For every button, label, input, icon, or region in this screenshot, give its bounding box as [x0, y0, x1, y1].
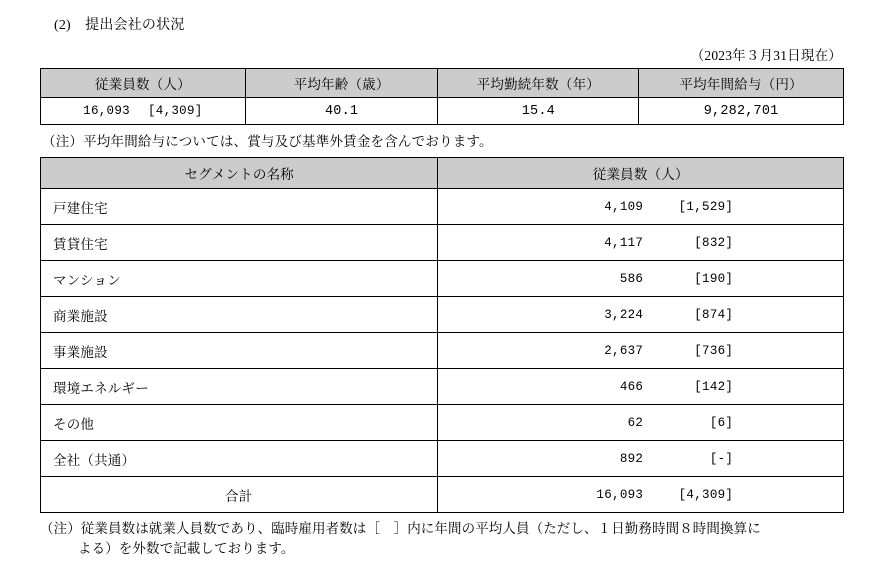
segment-employees — [438, 333, 844, 369]
total-bracket: [4,309] — [678, 487, 734, 502]
total-value: 16,093 — [596, 487, 644, 502]
table-row — [41, 405, 844, 441]
segment-bracket: [190] — [694, 271, 734, 286]
table-row — [41, 98, 844, 125]
column-header-average-age: 平均年齢（歳） — [245, 69, 438, 98]
segment-bracket: [736] — [694, 343, 734, 358]
cell-average-annual-salary: 9,282,701 — [639, 98, 844, 125]
table-row — [41, 225, 844, 261]
column-header-segment-name: セグメントの名称 — [41, 158, 438, 189]
note-employees-line2: よる）を外数で記載しております。 — [78, 541, 295, 557]
segment-employees — [438, 297, 844, 333]
note-employees — [40, 519, 844, 560]
segment-employees — [438, 441, 844, 477]
note-employees-line1: （注）従業員数は就業人員数であり、臨時雇用者数は［ ］内に年間の平均人員（ただし、１日勤務時間８時間換算に — [40, 521, 761, 536]
segment-name: 戸建住宅 — [41, 189, 438, 225]
as-of-date: （2023年３月31日現在） — [690, 48, 842, 63]
table-header-row — [41, 69, 844, 98]
table-header-row — [41, 158, 844, 189]
page-title: (2) 提出会社の状況 — [54, 18, 185, 33]
segment-name: マンション — [41, 261, 438, 297]
segment-employees — [438, 261, 844, 297]
table-row — [41, 441, 844, 477]
segment-bracket: [142] — [694, 379, 734, 394]
cell-average-age: 40.1 — [245, 98, 438, 125]
table-row — [41, 369, 844, 405]
segment-name: 環境エネルギー — [41, 369, 438, 405]
segment-value: 466 — [619, 379, 644, 394]
column-header-employees: 従業員数（人） — [41, 69, 246, 98]
column-header-average-service-years: 平均勤続年数（年） — [438, 69, 639, 98]
total-employees — [438, 477, 844, 513]
segment-value: 4,109 — [604, 199, 644, 214]
table-row-total — [41, 477, 844, 513]
employees-bracket: [4,309] — [147, 104, 203, 118]
segment-value: 892 — [619, 451, 644, 466]
table-row — [41, 261, 844, 297]
cell-employees — [41, 98, 246, 125]
column-header-segment-employees: 従業員数（人） — [438, 158, 844, 189]
segment-employees — [438, 225, 844, 261]
segment-employees — [438, 369, 844, 405]
segment-bracket: [832] — [694, 235, 734, 250]
cell-average-service-years: 15.4 — [438, 98, 639, 125]
segment-value: 4,117 — [604, 235, 644, 250]
segment-value: 2,637 — [604, 343, 644, 358]
total-label: 合計 — [41, 477, 438, 513]
table-row — [41, 297, 844, 333]
employees-value: 16,093 — [83, 104, 130, 118]
segment-bracket: [874] — [694, 307, 734, 322]
segment-name: 全社（共通） — [41, 441, 438, 477]
segment-name: 賃貸住宅 — [41, 225, 438, 261]
segment-value: 586 — [619, 271, 644, 286]
table-row — [41, 333, 844, 369]
table-row — [41, 189, 844, 225]
segment-employees — [438, 189, 844, 225]
segment-name: 事業施設 — [41, 333, 438, 369]
segment-bracket: [1,529] — [678, 199, 734, 214]
column-header-average-annual-salary: 平均年間給与（円） — [639, 69, 844, 98]
summary-table — [40, 68, 844, 125]
segment-employees — [438, 405, 844, 441]
segment-name: その他 — [41, 405, 438, 441]
segment-bracket: [-] — [709, 451, 734, 466]
segment-table — [40, 157, 844, 513]
segment-name: 商業施設 — [41, 297, 438, 333]
segment-bracket: [6] — [709, 415, 734, 430]
note-average-salary: （注）平均年間給与については、賞与及び基準外賃金を含んでおります。 — [42, 134, 493, 149]
segment-value: 62 — [627, 415, 644, 430]
segment-value: 3,224 — [604, 307, 644, 322]
